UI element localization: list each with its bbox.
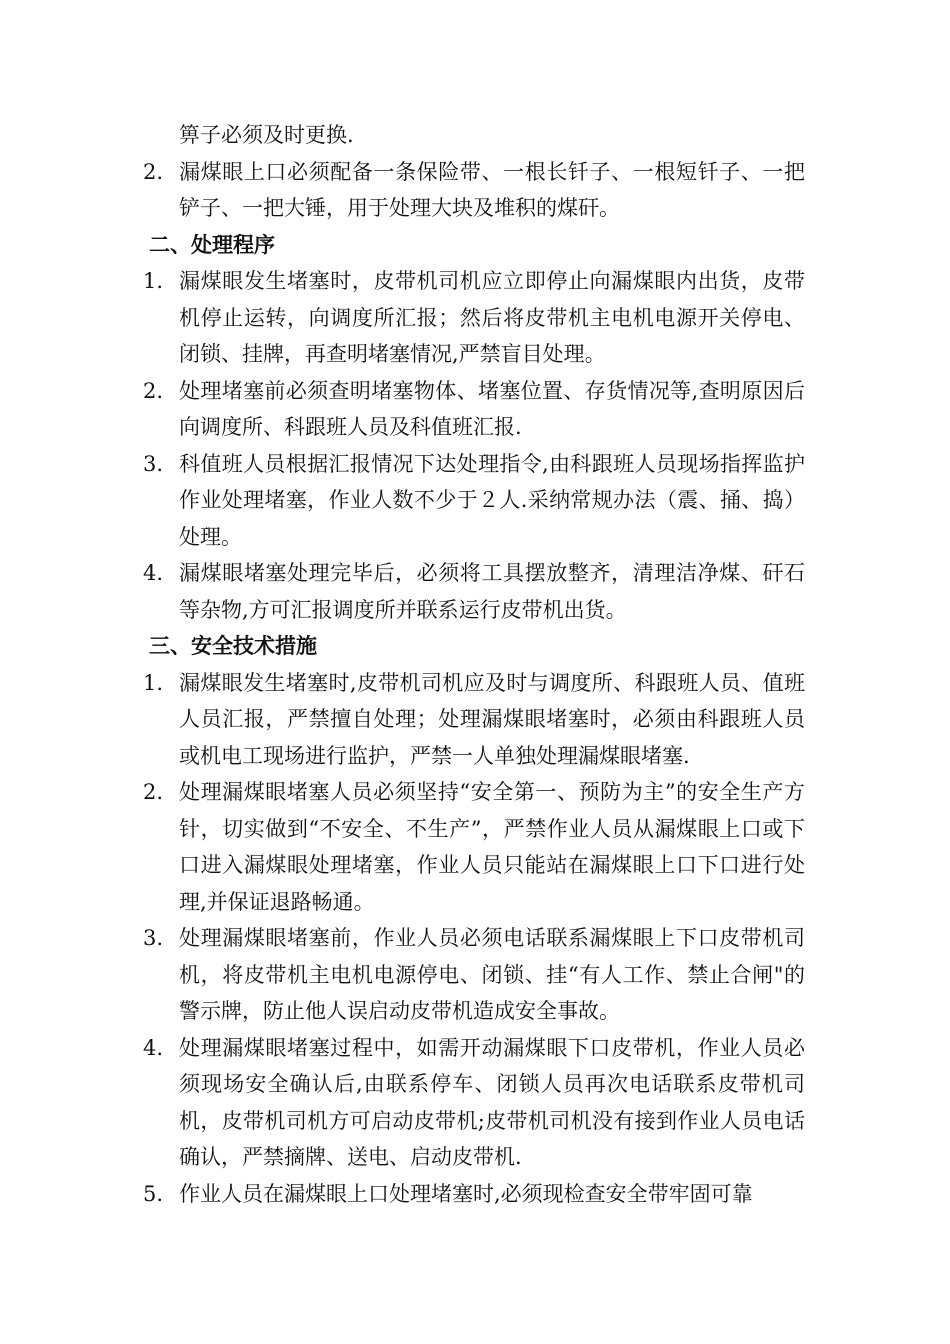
list-item [143,154,805,227]
list-item [143,774,805,920]
list-item [143,920,805,1030]
list-item [143,1176,805,1213]
item-text: 作业人员在漏煤眼上口处理堵塞时,必须现检查安全带牢固可靠 [179,1181,753,1206]
item-number: 2. [143,780,164,804]
item-text: 科值班人员根据汇报情况下达处理指令,由科跟班人员现场指挥监护作业处理堵塞，作业人数不少于２人.采纳常规办法（震、捅、捣）处理。 [179,451,805,549]
item-number: 3. [143,926,164,950]
item-text: 漏煤眼上口必须配备一条保险带、一根长钎子、一根短钎子、一把铲子、一把大锤，用于处理大块及堆积的煤矸。 [179,159,805,220]
list-item [143,665,805,775]
item-number: 4. [143,561,164,585]
item-text: 处理堵塞前必须查明堵塞物体、堵塞位置、存货情况等,查明原因后向调度所、科跟班人员及科值班汇报. [179,378,805,439]
item-text: 处理漏煤眼堵塞过程中，如需开动漏煤眼下口皮带机，作业人员必须现场安全确认后,由联系停车、闭锁人员再次电话联系皮带机司机，皮带机司机方可启动皮带机;皮带机司机没有接到作业人员电话确认，严禁摘牌、送电、启动皮带机. [179,1035,805,1169]
item-text: 处理漏煤眼堵塞人员必须坚持“安全第一、预防为主”的安全生产方针，切实做到“不安全、不生产”，严禁作业人员从漏煤眼上口或下口进入漏煤眼处理堵塞，作业人员只能站在漏煤眼上口下口进行处理,并保证退路畅通。 [179,780,805,914]
item-number: 4. [143,1035,164,1060]
list-item [143,263,805,373]
item-number: 5. [143,1181,164,1206]
document-body [143,117,805,1212]
item-number: 3. [143,451,164,476]
item-number: 2. [143,378,164,403]
item-text: 处理漏煤眼堵塞前，作业人员必须电话联系漏煤眼上下口皮带机司机，将皮带机主电机电源停电、闭锁、挂“有人工作、禁止合闸"的警示牌，防止他人误启动皮带机造成安全事故。 [179,926,805,1023]
list-item [143,555,805,628]
section-heading-procedure: 二、处理程序 [149,232,275,257]
section-heading-safety-measures: 三、安全技术措施 [149,634,317,658]
continuation-line: 箅子必须及时更换. [179,123,354,147]
item-text: 漏煤眼堵塞处理完毕后，必须将工具摆放整齐，清理洁净煤、矸石等杂物,方可汇报调度所并联系运行皮带机出货。 [179,561,805,622]
list-item [143,373,805,446]
list-item [143,446,805,556]
item-text: 漏煤眼发生堵塞时，皮带机司机应立即停止向漏煤眼内出货，皮带机停止运转，向调度所汇报；然后将皮带机主电机电源开关停电、闭锁、挂牌，再查明堵塞情况,严禁盲目处理。 [179,269,805,366]
item-number: 1. [143,670,164,695]
item-text: 漏煤眼发生堵塞时,皮带机司机应及时与调度所、科跟班人员、值班人员汇报，严禁擅自处理；处理漏煤眼堵塞时，必须由科跟班人员或机电工现场进行监护，严禁一人单独处理漏煤眼堵塞. [179,670,805,768]
list-item [143,1030,805,1176]
item-number: 1. [143,269,164,293]
item-number: 2. [143,159,164,184]
